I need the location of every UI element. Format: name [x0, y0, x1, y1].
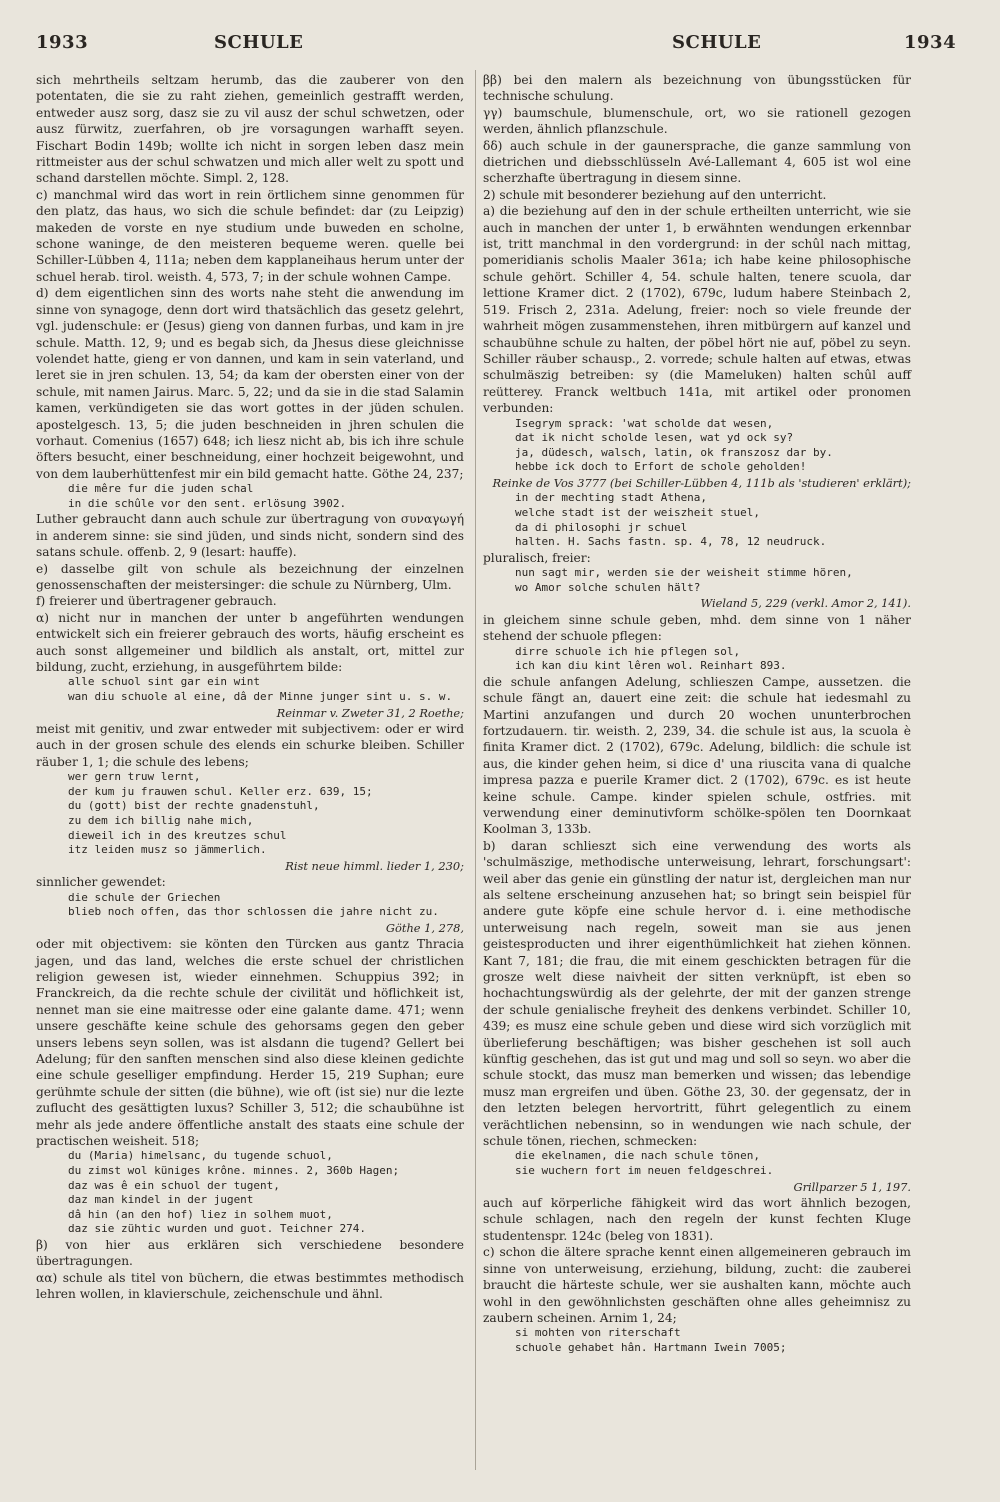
quotation: Isegrym sprack: 'wat scholde dat wesen, dat ik nicht scholde lesen, wat yd ock sy? ja, düdesch, walsch, latin, ok franszosz dar by. hebbe ick doch to Erfort de schole geholden!: [515, 416, 833, 474]
paragraph: αα) schule als titel von büchern, die etwas bestimmtes methodisch lehren wollen, in klavierschule, zeichenschule und ähnl.: [36, 1270, 464, 1302]
right-headword: SCHULE: [672, 32, 762, 53]
quotation: dirre schuole ich hie pflegen sol, ich kan diu kint lêren wol. Reinhart 893.: [515, 644, 787, 673]
paragraph: a) die beziehung auf den in der schule ertheilten unterricht, wie sie auch in manchen der unter 1, b erwähnten wendungen erkennbar ist, tritt manchmal in den vordergrund: in der schûl nach mittag, pomeridianis scholis Maaler 361a; ich habe keine philosophische schule gehört. Schiller 4, 54. schule halten, tenere scuola, dar lettione Kramer dict. 2 (1702), 679c, ludum habere Steinbach 2, 519. Frisch 2, 231a. Adelung, freier: noch so viele freunde der wahrheit mögen zusammenstehen, ihren mitbürgern auf kanzel und schaubühne schule zu halten, der pöbel hört nie auf, pöbel zu seyn. Schiller räuber schausp., 2. vorrede; schule halten auf etwas, etwas schulmäszig betreiben: sy (die Mameluken) halten schûl auff reütterey. Franck weltbuch 141a, mit artikel oder pronomen verbunden:: [483, 204, 911, 416]
citation: Wieland 5, 229 (verkl. Amor 2, 141).: [700, 596, 911, 611]
quotation: die ekelnamen, die nach schule tönen, sie wuchern fort im neuen feldgeschrei.: [515, 1149, 774, 1178]
paragraph: Luther gebraucht dann auch schule zur übertragung von συναγωγή in anderem sinne: sie sind jüden, und sinds nicht, sondern sind des satans schule. offenb. 2, 9 (lesart: hauffe).: [36, 512, 464, 560]
citation: Grillparzer 5 1, 197.: [793, 1179, 911, 1194]
paragraph: f) freierer und übertragener gebrauch.: [36, 594, 277, 609]
paragraph: auch auf körperliche fähigkeit wird das wort ähnlich bezogen, schule schlagen, nach den regeln der kunst fechten Kluge studentenspr. 124c (beleg von 1831).: [483, 1196, 911, 1243]
citation: Rist neue himml. lieder 1, 230;: [285, 858, 464, 873]
quotation: nun sagt mir, werden sie der weisheit stimme hören, wo Amor solche schulen hält?: [515, 566, 853, 594]
column-divider: [475, 70, 476, 1470]
right-page-number: 1934: [904, 32, 957, 53]
quotation: in der mechting stadt Athena, welche stadt ist der weiszheit stuel, da di philosophi jr schuel halten. H. Sachs fastn. sp. 4, 78, 12 neudruck.: [515, 491, 827, 549]
paragraph: 2) schule mit besonderer beziehung auf den unterricht.: [483, 187, 827, 202]
quotation: si mohten von riterschaft schuole gehabet hân. Hartmann Iwein 7005;: [515, 1326, 787, 1354]
paragraph: c) schon die ältere sprache kennt einen allgemeineren gebrauch im sinne von unterweisung, erziehung, bildung, zucht: die zauberei braucht die härteste schule, wer sie aushalten kann, möchte auch wohl in den gewöhnlichsten geschäften ohne alles geheimnisz zu zaubern scheinen. Arnim 1, 24;: [483, 1245, 911, 1325]
paragraph: die schule anfangen Adelung, schlieszen Campe, aussetzen. die schule fängt an, dauert eine zeit: die schule hat iedesmahl zu Martini anzufangen und durch 20 wochen ununterbrochen fortzudauern. tir. weisth. 2, 239, 34. die schule ist aus, la scuola è finita Kramer dict. 2 (1702), 679c. Adelung, bildlich: die schule ist aus, die kinder gehen heim, si dice d' una riuscita vana di qualche impresa pazza e puerile Kramer dict. 2 (1702), 679c. es ist heute keine schule. Campe. kinder spielen schule, ostfries. mit verwendung einer deminutivform schölke-spölen ten Doornkaat Koolman 3, 133b.: [483, 674, 911, 837]
citation: Göthe 1, 278,: [385, 920, 464, 935]
paragraph: oder mit objectivem: sie könten den Türcken aus gantz Thracia jagen, und das land, welches die erste schuel der christlichen religion gewesen ist, wieder einnehmen. Schuppius 392; in Franckreich, da die rechte schule der civilität und höflichkeit ist, nennet man sie eine maitresse oder eine galante dame. 471; wenn unsere geschäfte keine schule des gehorsams gegen den geber unsers lebens seyn sollen, was ist alsdann die tugend? Gellert bei Adelung; für den sanften menschen sind also diese kleinen gedichte eine schule geselliger empfindung. Herder 15, 219 Suphan; eure gerühmte schule der sitten (die bühne), wie oft (ist sie) nur die lezte zuflucht des gesättigten luxus? Schiller 3, 512; die schaubühne ist mehr als jede andere öffentliche anstalt des staats eine schule der practischen weisheit. 518;: [36, 937, 464, 1149]
paragraph: γγ) baumschule, blumenschule, ort, wo sie rationell gezogen werden, ähnlich pflanzschule.: [483, 105, 911, 137]
left-column: [36, 72, 464, 1303]
paragraph: δδ) auch schule in der gaunersprache, die ganze sammlung von dietrichen und diebsschlüsseln Avé-Lallemant 4, 605 ist wol eine scherzhafte übertragung in diesem sinne.: [483, 138, 911, 186]
quotation: die mêre fur die juden schal in die schûle vor den sent. erlösung 3902.: [68, 482, 347, 510]
quotation: du (Maria) himelsanc, du tugende schuol, du zimst wol küniges krône. minnes. 2, 360b Hagen; daz was ê ein schuol der tugent, daz man kindel in der jugent dâ hin (an den hof) liez in solhem muot, daz sie zühtic wurden und guot. Teichner 274.: [68, 1149, 400, 1236]
paragraph: pluralisch, freier:: [483, 550, 591, 565]
paragraph: c) manchmal wird das wort in rein örtlichem sinne genommen für den platz, das haus, wo sich die schule befindet: dar (zu Leipzig) makeden de vorste en nye studium unde buweden en scholne, schone waninge, de den meisteren bequeme weren. quelle bei Schiller-Lübben 4, 111a; neben dem kapplaneihaus herum unter der schuel herab. tirol. weisth. 4, 573, 7; in der schule wohnen Campe.: [36, 187, 464, 284]
paragraph: e) dasselbe gilt von schule als bezeichnung der einzelnen genossenschaften der meistersinger: die schule zu Nürnberg, Ulm.: [36, 561, 464, 592]
paragraph: ββ) bei den malern als bezeichnung von übungsstücken für technische schulung.: [483, 73, 911, 104]
citation: Reinmar v. Zweter 31, 2 Roethe;: [276, 705, 464, 720]
paragraph: in gleichem sinne schule geben, mhd. dem sinne von 1 näher stehend der schuole pflegen:: [483, 612, 911, 644]
paragraph: sich mehrtheils seltzam herumb, das die zauberer von den potentaten, die sie zu raht ziehen, gemeinlich gestrafft werden, entweder ausz sorg, dasz sie zu vil ausz der schul schwetzen, oder ausz fürwitz, zuerfahren, ob jre vorsagungen warhafft seyen. Fischart Bodin 149b; wollte ich nicht in sorgen leben dasz mein rittmeister aus der schul schwatzen und mich aller welt zu spott und schand darstellen möchte. Simpl. 2, 128.: [36, 73, 464, 186]
paragraph: meist mit genitiv, und zwar entweder mit subjectivem: oder er wird auch in der grosen schule des elends ein schurke bleiben. Schiller räuber 1, 1; die schule des lebens;: [36, 722, 464, 769]
quotation: wer gern truw lernt, der kum ju frauwen schul. Keller erz. 639, 15; du (gott) bist der rechte gnadenstuhl, zu dem ich billig nahe mich, dieweil ich in des kreutzes schul itz leiden musz so jämmerlich.: [68, 770, 373, 857]
quotation: alle schuol sint gar ein wint wan diu schuole al eine, dâ der Minne junger sint u. s. w.: [68, 675, 453, 703]
paragraph: α) nicht nur in manchen der unter b angeführten wendungen entwickelt sich ein freierer gebrauch des worts, häufig erscheint es auch sonst allgemeiner und bildlich als anstalt, ort, mittel zur bildung, zucht, erziehung, in ausgeführtem bilde:: [36, 610, 464, 674]
left-headword: SCHULE: [214, 32, 304, 53]
left-page-number: 1933: [36, 32, 89, 53]
paragraph: b) daran schlieszt sich eine verwendung des worts als 'schulmäszige, methodische unterweisung, lehrart, forschungsart': weil aber das genie ein günstling der natur ist, dergleichen man nur als seltene erscheinung anzusehen hat; so bringt sein beispiel für andere gute köpfe eine schule hervor d. i. eine methodische unterweisung nach regeln, soweit man sie aus jenen geistesproducten und ihrer eigenthümlichkeit hat ziehen können. Kant 7, 181; die frau, die mit einem geschickten betragen für die grosze welt diese naivheit der sitten verknüpft, ist eben so hochachtungswürdig als der gelehrte, der mit der ganzen strenge der schule genialische freyheit des denkens verbindet. Schiller 10, 439; es musz eine schule geben und diese wird sich vorzüglich mit überlieferung beschäftigen; was bisher geschehen ist soll auch künftig geschehen, das ist gut und mag und soll so seyn. wo aber die schule stockt, das musz man bemerken und wissen; das lebendige musz man ergreifen und üben. Göthe 23, 30. der gegensatz, der in den letzten belegen hervortritt, führt gelegentlich zu einem verächtlichen nebensinn, so in wendungen wie nach schule, der schule tönen, riechen, schmecken:: [483, 838, 911, 1149]
paragraph: sinnlicher gewendet:: [36, 875, 166, 890]
paragraph: d) dem eigentlichen sinn des worts nahe steht die anwendung im sinne von synagoge, denn dort wird thatsächlich das gesetz gelehrt, vgl. judenschule: er (Jesus) gieng von dannen furbas, und kam in jre schule. Matth. 12, 9; und es begab sich, da Jhesus diese gleichnisse volendet hatte, gieng er von dannen, und kam in sein vaterland, und leret sie in jren schulen. 13, 54; da kam der obersten einer von der schule, mit namen Jairus. Marc. 5, 22; und da sie in die stad Salamin kamen, verkündigeten sie das wort gottes in der jüden schulen. apostelgesch. 13, 5; die juden beschneiden in jhren schulen die vorhaut. Comenius (1657) 648; ich liesz nicht ab, bis ich ihre schule öfters besucht, einer beschneidung, einer hochzeit beigewohnt, und von dem lauberhüttenfest mir ein bild gemacht hatte. Göthe 24, 237;: [36, 286, 464, 481]
citation: Reinke de Vos 3777 (bei Schiller-Lübben 4, 111b als 'studieren' erklärt);: [492, 475, 911, 490]
quotation: die schule der Griechen blieb noch offen, das thor schlossen die jahre nicht zu.: [68, 890, 439, 919]
right-column: [483, 72, 911, 1356]
paragraph: β) von hier aus erklären sich verschiedene besondere übertragungen.: [36, 1238, 464, 1269]
